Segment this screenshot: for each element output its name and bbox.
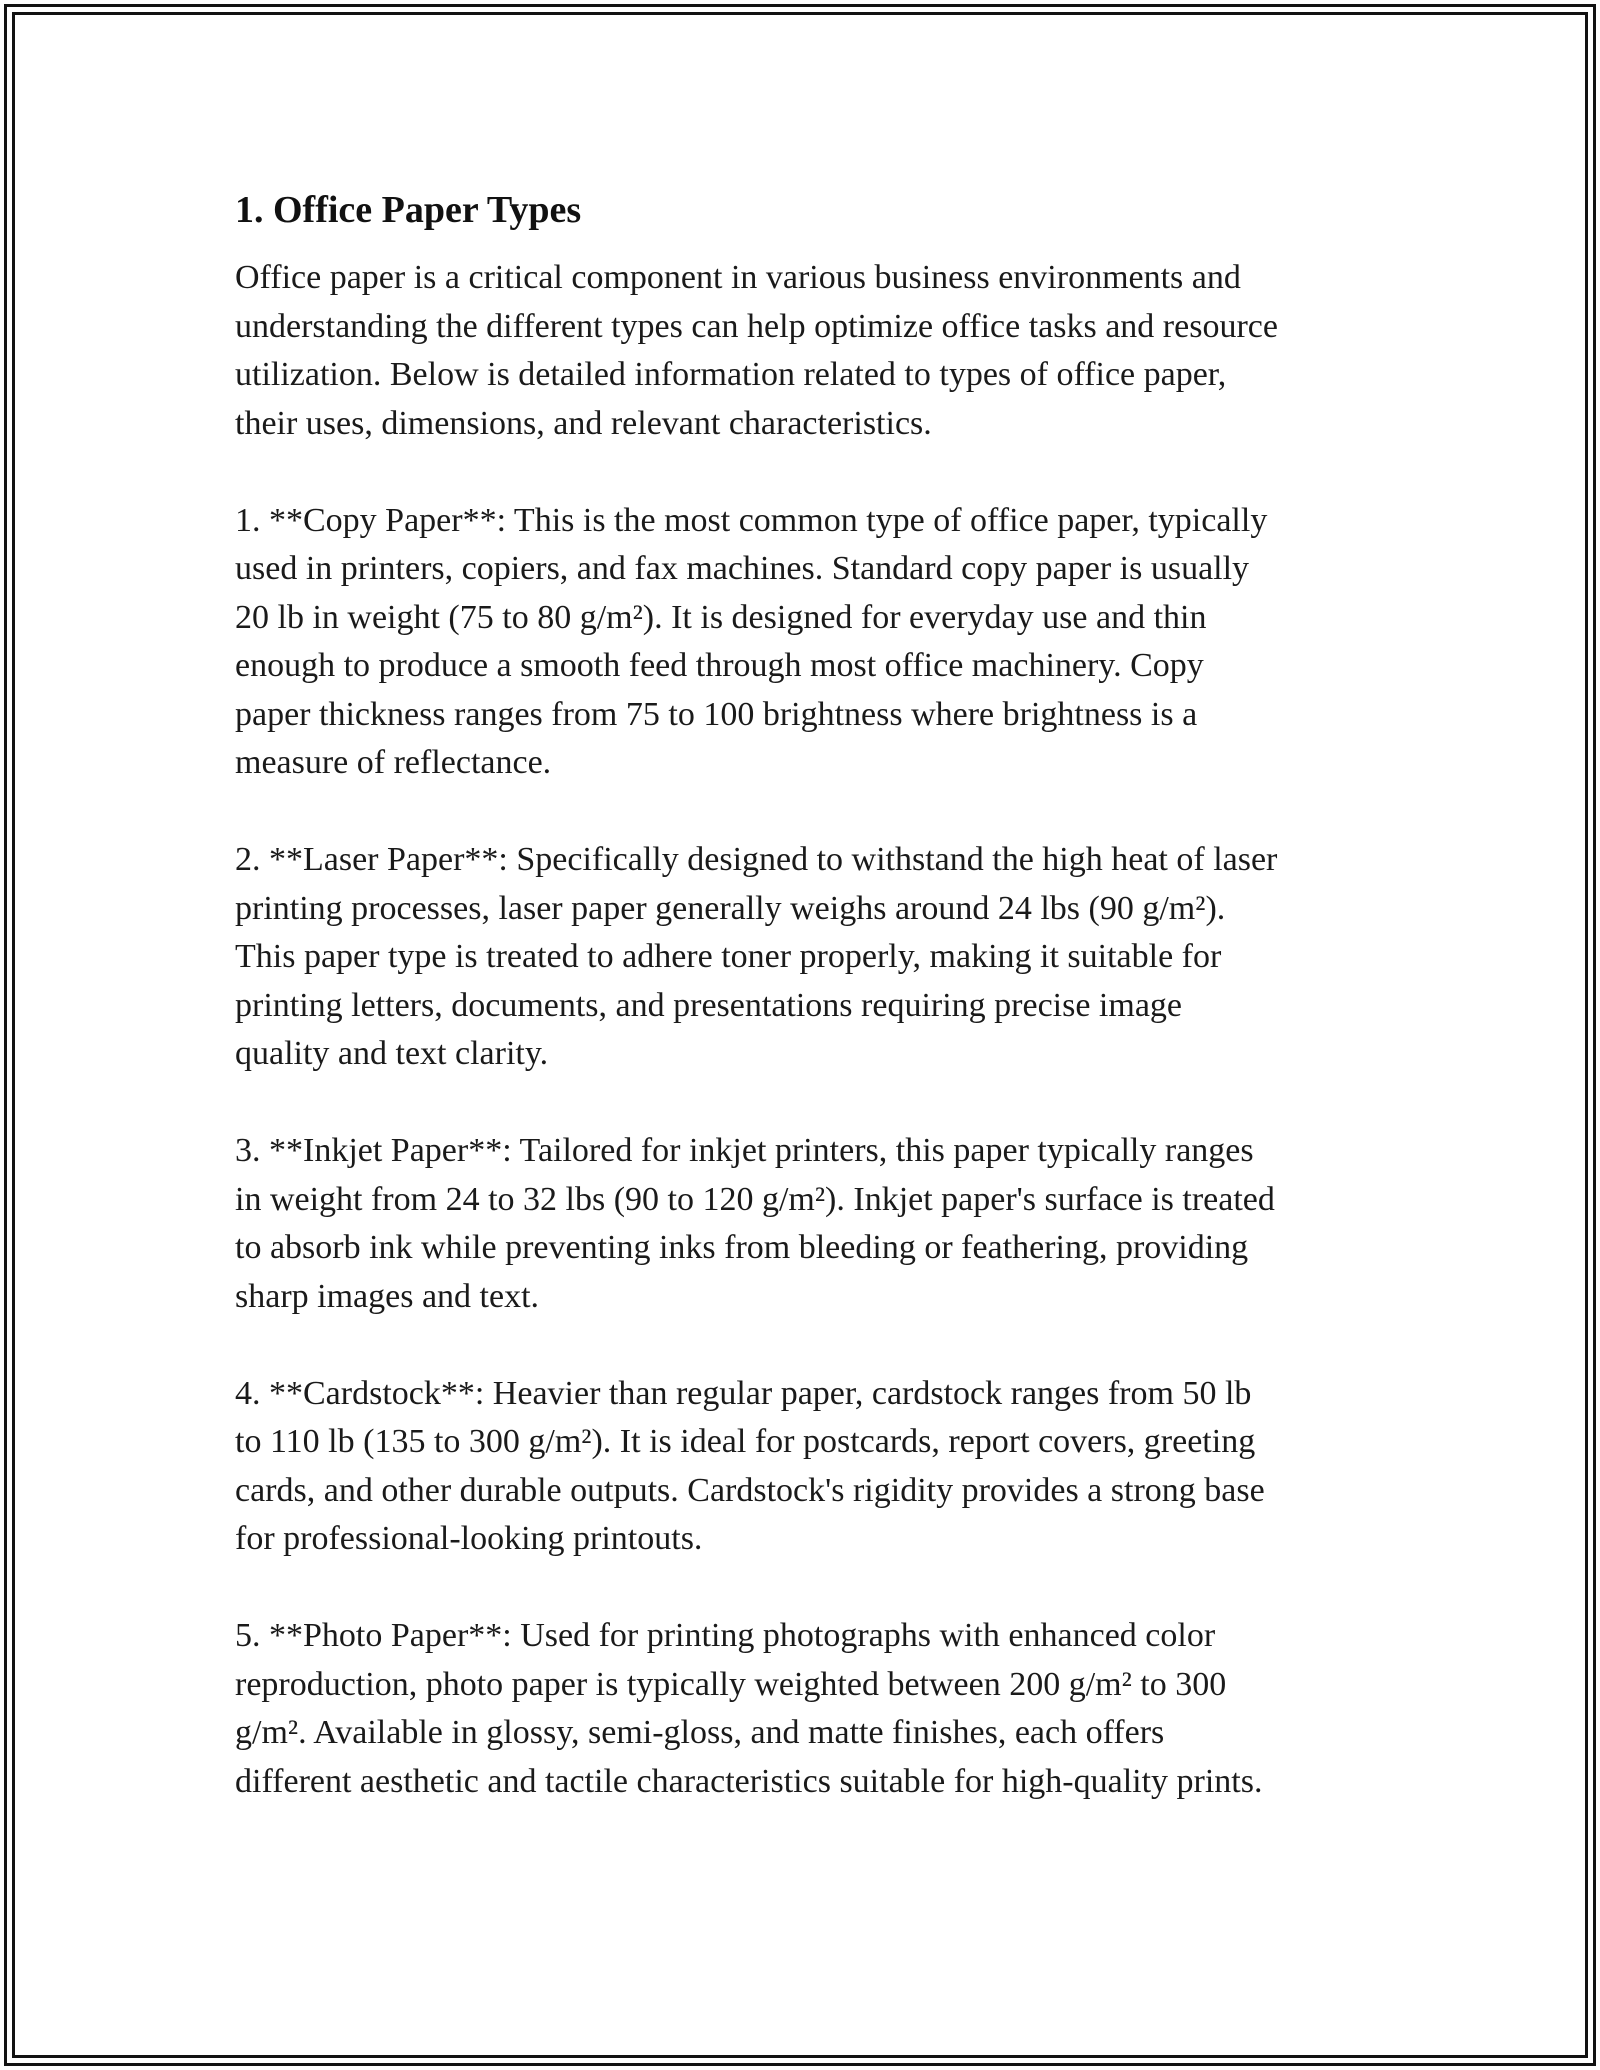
intro-paragraph: Office paper is a critical component in various business environments and understanding the different types can help optimize office tasks and resource utilization. Below is detailed information related to types of office paper, their uses, dimensions, and relevant characteristics. xyxy=(235,259,1278,442)
paragraph-gap xyxy=(235,448,1385,497)
paragraph-gap xyxy=(235,1079,1385,1128)
paragraph-gap xyxy=(235,1321,1385,1370)
copy-paper-paragraph: 1. **Copy Paper**: This is the most common type of office paper, typically used in printers, copiers, and fax machines. Standard copy paper is usually 20 lb in weight (75 to 80 g/m²). It is designed for everyday use and thin enough to produce a smooth feed through most office machinery. Copy paper thickness ranges from 75 to 100 brightness where brightness is a measure of reflectance. xyxy=(235,501,1268,781)
paragraph-gap xyxy=(235,1564,1385,1613)
photo-paper-paragraph: 5. **Photo Paper**: Used for printing photographs with enhanced color reproduction, photo paper is typically weighted between 200 g/m² to 300 g/m². Available in glossy, semi-gloss, and matte finishes, each offers different aesthetic and tactile characteristics suitable for high-quality prints. xyxy=(235,1617,1263,1800)
section-heading: 1. Office Paper Types xyxy=(235,189,582,231)
inkjet-paper-paragraph: 3. **Inkjet Paper**: Tailored for inkjet printers, this paper typically ranges in weight from 24 to 32 lbs (90 to 120 g/m²). Inkjet paper's surface is treated to absorb ink while preventing inks from bleeding or feathering, providing sharp images and text. xyxy=(235,1132,1275,1315)
paragraph-gap xyxy=(235,788,1385,837)
document-body xyxy=(235,186,1385,1806)
laser-paper-paragraph: 2. **Laser Paper**: Specifically designed to withstand the high heat of laser printing processes, laser paper generally weighs around 24 lbs (90 g/m²). This paper type is treated to adhere toner properly, making it suitable for printing letters, documents, and presentations requiring precise image quality and text clarity. xyxy=(235,841,1278,1072)
cardstock-paragraph: 4. **Cardstock**: Heavier than regular paper, cardstock ranges from 50 lb to 110 lb (135 to 300 g/m²). It is ideal for postcards, report covers, greeting cards, and other durable outputs. Cardstock's rigidity provides a strong base for professional-looking printouts. xyxy=(235,1374,1265,1557)
